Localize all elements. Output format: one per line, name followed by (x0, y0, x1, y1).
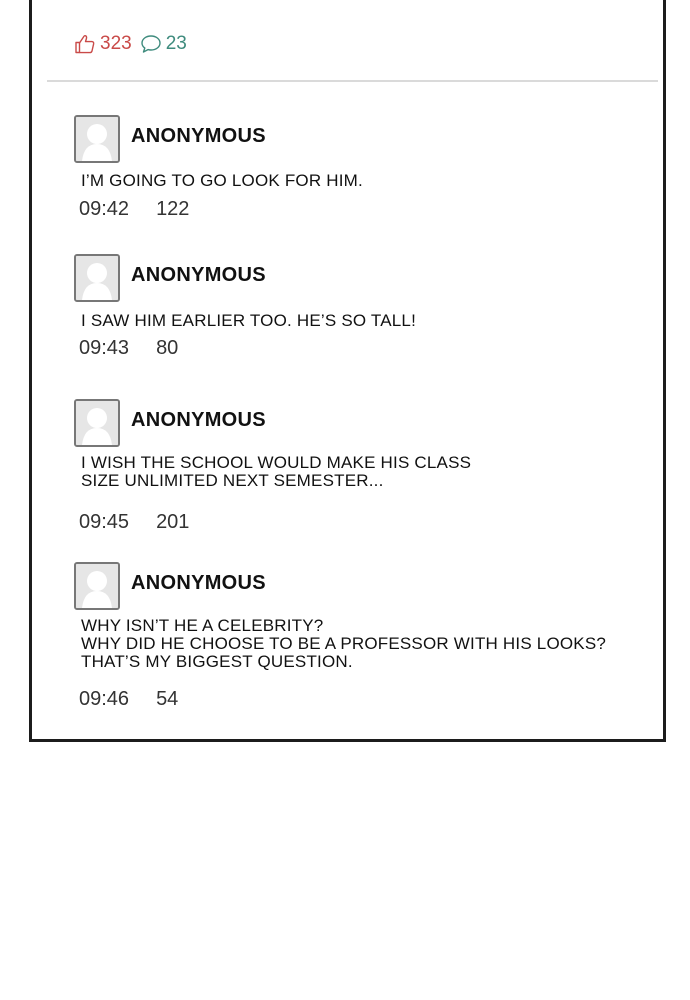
avatar (74, 562, 120, 610)
post-stats (74, 32, 187, 56)
comment-author: ANONYMOUS (131, 409, 266, 431)
post-panel (29, 0, 666, 742)
user-silhouette-icon (76, 564, 118, 608)
comment-text: I’M GOING TO GO LOOK FOR HIM. (81, 171, 363, 190)
comments-count: 23 (165, 33, 187, 54)
likes-count: 323 (100, 33, 132, 54)
like-button[interactable] (74, 33, 132, 55)
comment-text: I SAW HIM EARLIER TOO. HE’S SO TALL! (81, 311, 417, 330)
user-silhouette-icon (76, 401, 118, 445)
comment-meta (79, 337, 178, 360)
user-silhouette-icon (76, 117, 118, 161)
thumbs-up-icon (74, 33, 96, 55)
comment-meta (79, 198, 189, 221)
comment-text: WHY ISN’T HE A CELEBRITY? WHY DID HE CHOOSE TO BE A PROFESSOR WITH HIS LOOKS? THAT’S MY BIGGEST QUESTION. (81, 616, 607, 671)
comment-author: ANONYMOUS (131, 572, 266, 594)
comments-button[interactable] (140, 33, 187, 55)
comment-author: ANONYMOUS (131, 125, 266, 147)
comment-count: 201 (156, 511, 190, 533)
divider (47, 80, 658, 82)
avatar (74, 399, 120, 447)
comment-time: 09:45 (79, 511, 130, 533)
avatar (74, 254, 120, 302)
comment-time: 09:46 (79, 688, 130, 710)
user-silhouette-icon (76, 256, 118, 300)
comment-meta (79, 688, 178, 711)
comment-author: ANONYMOUS (131, 264, 266, 286)
comment-text: I WISH THE SCHOOL WOULD MAKE HIS CLASS SIZE UNLIMITED NEXT SEMESTER... (81, 453, 472, 490)
comment-time: 09:42 (79, 198, 130, 220)
comment-count: 122 (156, 198, 190, 220)
comment-count: 80 (156, 337, 179, 359)
speech-bubble-icon (140, 33, 162, 55)
comment-time: 09:43 (79, 337, 130, 359)
avatar (74, 115, 120, 163)
comment-count: 54 (156, 688, 179, 710)
comment-meta (79, 511, 189, 534)
